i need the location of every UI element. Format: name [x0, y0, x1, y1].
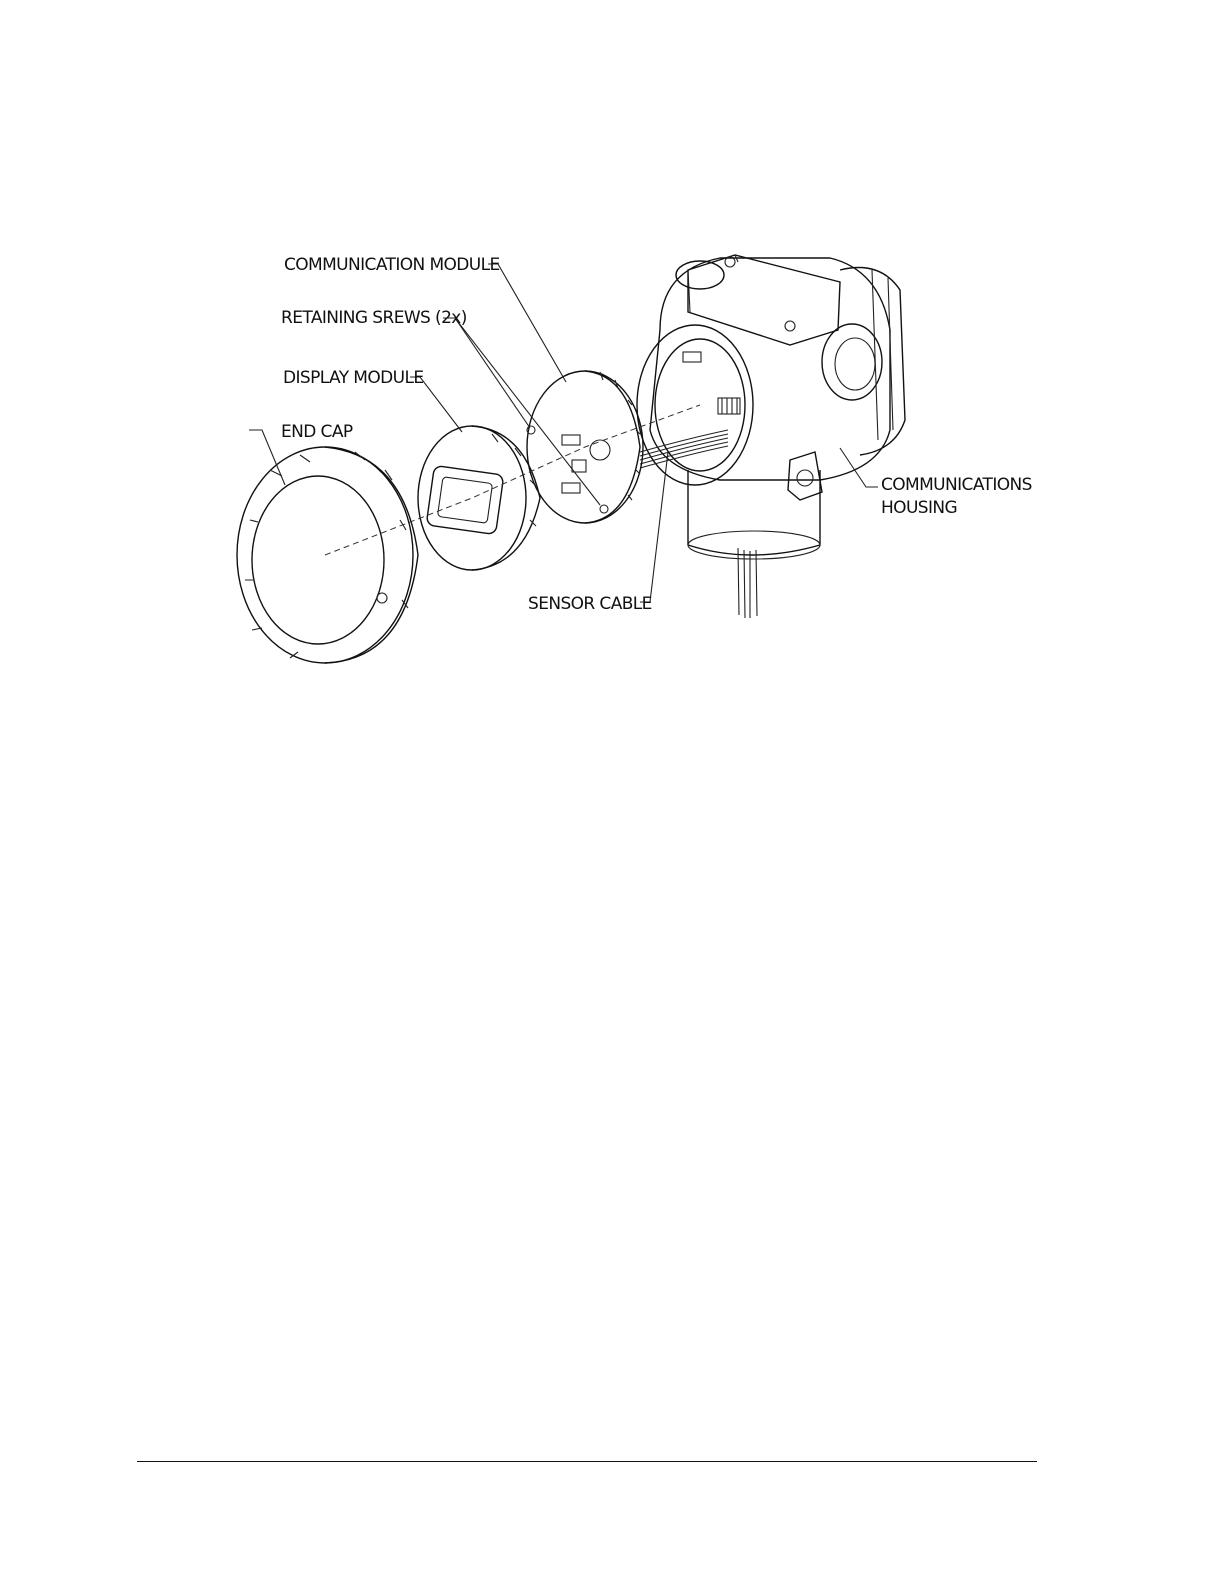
label-sensor-cable: SENSOR CABLE [528, 594, 652, 614]
label-communication-module: COMMUNICATION MODULE [284, 255, 500, 275]
communications-housing-drawing [637, 255, 905, 618]
end-cap-drawing [237, 447, 418, 663]
display-module-drawing [418, 426, 540, 570]
label-communications-housing-line1: COMMUNICATIONS [881, 475, 1032, 495]
label-display-module: DISPLAY MODULE [283, 368, 424, 388]
label-retaining-screws: RETAINING SREWS (2x) [281, 308, 467, 328]
footer-divider [137, 1461, 1037, 1462]
label-end-cap: END CAP [281, 422, 353, 442]
label-communications-housing-line2: HOUSING [881, 498, 958, 518]
sensor-cable-drawing [640, 430, 728, 468]
